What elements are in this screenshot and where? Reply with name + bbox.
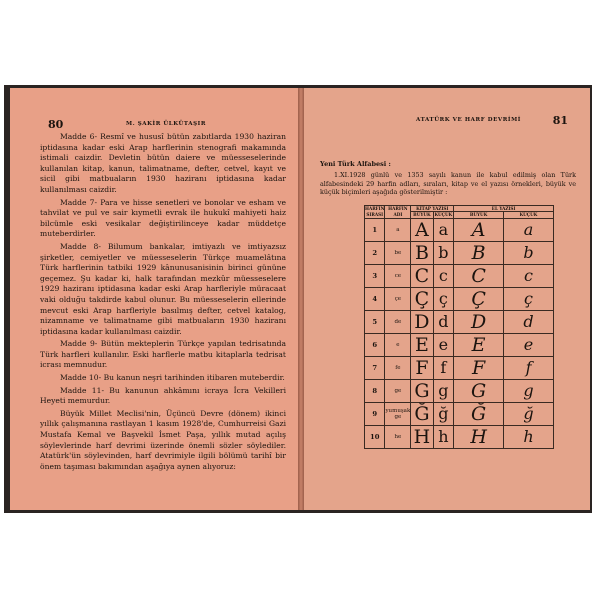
header-name: HARFİN ADI: [385, 205, 411, 218]
body-text: [40, 132, 286, 472]
letter-name: yumuşak ge: [385, 402, 411, 425]
paragraph: Madde 6- Resmî ve hususî bütün zabıtlarda 1930 haziran iptidasına kadar eski Arap harflerinin stenografi makamında istimali caizdir. Devletin bütün daiere ve müesseselerinde kullanılan kitap, kanun, talimatname, defter, cetvel, kayıt ve sicil gibi matbuaların 1930 haziranı iptidasına kadar kullanılması caizdir.: [40, 132, 286, 194]
letter-number: 2: [365, 241, 385, 264]
letter-number: 10: [365, 425, 385, 448]
letter-number: 4: [365, 287, 385, 310]
letter-number: 8: [365, 379, 385, 402]
paragraph: Madde 7- Para ve hisse senetleri ve bonolar ve esham ve tahvilat ve pul ve sair kıymetli evrak ile hukukî mahiyeti haiz bilcümle eski vesikalar değiştirilinceye kadar müddetçe muteberdirler.: [40, 197, 286, 239]
script-lowercase: a: [504, 218, 554, 241]
print-lowercase: e: [433, 333, 454, 356]
script-uppercase: Ç: [454, 287, 504, 310]
print-lowercase: d: [433, 310, 454, 333]
print-uppercase: A: [411, 218, 433, 241]
section-title: Yeni Türk Alfabesi :: [320, 160, 391, 168]
letter-number: 3: [365, 264, 385, 287]
print-lowercase: b: [433, 241, 454, 264]
table-row: [365, 402, 554, 425]
table-row: [365, 356, 554, 379]
script-uppercase: Ğ: [454, 402, 504, 425]
paragraph: Madde 10- Bu kanun neşri tarihinden itibaren muteberdir.: [60, 373, 285, 383]
script-uppercase: D: [454, 310, 504, 333]
intro-text: 1.XI.1928 günlü ve 1353 sayılı kanun ile kabul edilmiş olan Türk alfabesindeki 29 harfin adları, sıraları, kitap ve el yazısı örnekleri, büyük ve küçük biçimleri aşağıda gösterilmiştir :: [320, 171, 576, 197]
table-row: [365, 218, 554, 241]
script-uppercase: F: [454, 356, 504, 379]
print-lowercase: a: [433, 218, 454, 241]
paragraph: Madde 8- Bilumum bankalar, imtiyazlı ve imtiyazsız şirketler, cemiyetler ve müesseselerin Türkçe muamelâtına Türk harflerinin tatbiki 1929 kânunusanisinin birinci gününe geçemez. Şu kadar ki, halk tarafından mezkûr müesseselere 1929 haziranı iptidasına kadar eski Arap harfleriyle müracaat vaki olduğu takdirde kabul olunur. Bu müesseselerin ellerinde mevcut eski Arap harfleriyle basılmış defter, cetvel katalog, nizamname ve talimatname gibi matbuaların 1930 haziranı iptidasına kadar kullanılması caizdir.: [40, 241, 286, 336]
letter-number: 6: [365, 333, 385, 356]
paragraph: Büyük Millet Meclisi'nin, Üçüncü Devre (dönem) ikinci yıllık çalışmanına rastlayan 1 kasım 1928'de, Cumhurreisi Gazi Mustafa Kemal ve Başvekil İsmet Paşa, yıllık mutad açılış söylevlerinde harf devrimi üzerinde önemli sözler söylediler. Atatürk'ün söylevinden, harf devrimiyle ilgili bölümü tarihî bir önem taşıması bakımından aşağıya aynen alıyoruz:: [40, 408, 286, 471]
running-head: ATATÜRK VE HARF DEVRİMİ: [416, 117, 521, 123]
script-uppercase: E: [454, 333, 504, 356]
right-page: [304, 88, 590, 510]
print-uppercase: F: [411, 356, 433, 379]
header-number: HARFİN SIRASI: [365, 206, 385, 217]
page-number: 80: [48, 118, 64, 131]
header-lower: KÜÇÜK: [504, 212, 554, 219]
script-uppercase: G: [454, 379, 504, 402]
script-uppercase: A: [454, 218, 504, 241]
script-lowercase: b: [504, 241, 554, 264]
letter-number: 5: [365, 310, 385, 333]
letter-name: he: [385, 425, 411, 448]
script-lowercase: h: [504, 425, 554, 448]
header-book-script: KİTAP YAZISI: [411, 205, 454, 212]
table-row: [365, 287, 554, 310]
table-row: [365, 241, 554, 264]
left-page: [10, 88, 298, 510]
script-lowercase: ç: [504, 287, 554, 310]
print-lowercase: c: [433, 264, 454, 287]
print-uppercase: Ç: [411, 287, 433, 310]
script-uppercase: B: [454, 241, 504, 264]
letter-name: e: [385, 333, 411, 356]
header-handwriting: EL YAZISI: [454, 205, 554, 212]
script-lowercase: ğ: [504, 402, 554, 425]
letter-number: 7: [365, 356, 385, 379]
table-row: [365, 333, 554, 356]
letter-name: fe: [385, 356, 411, 379]
paragraph: Madde 11- Bu kanunun ahkâmını icraya İcra Vekilleri Heyeti memurdur.: [40, 385, 286, 406]
print-uppercase: G: [411, 379, 433, 402]
letter-name: çe: [385, 287, 411, 310]
letter-number: 1: [365, 218, 385, 241]
header-lower: KÜÇÜK: [434, 212, 453, 218]
alphabet-table: [364, 205, 554, 449]
header-upper: BÜYÜK: [454, 212, 504, 219]
print-uppercase: B: [411, 241, 433, 264]
print-uppercase: H: [411, 425, 433, 448]
script-lowercase: f: [504, 356, 554, 379]
print-uppercase: E: [411, 333, 433, 356]
letter-name: ce: [385, 264, 411, 287]
letter-name: be: [385, 241, 411, 264]
script-lowercase: d: [504, 310, 554, 333]
print-lowercase: h: [433, 425, 454, 448]
table-row: [365, 425, 554, 448]
book-spread: [4, 85, 592, 513]
table-row: [365, 310, 554, 333]
page-number: 81: [552, 114, 568, 127]
print-uppercase: D: [411, 310, 433, 333]
letter-name: a: [385, 218, 411, 241]
letter-name: de: [385, 310, 411, 333]
script-lowercase: c: [504, 264, 554, 287]
paragraph: Madde 9- Bütün mekteplerin Türkçe yapılan tedrisatında Türk harfleri kullanılır. Eski harflerle matbu kitaplarla tedrisat icrası memnudur.: [40, 339, 286, 370]
script-uppercase: H: [454, 425, 504, 448]
print-uppercase: Ğ: [411, 402, 433, 425]
print-lowercase: f: [433, 356, 454, 379]
print-uppercase: C: [411, 264, 433, 287]
script-uppercase: C: [454, 264, 504, 287]
script-lowercase: e: [504, 333, 554, 356]
table-row: [365, 264, 554, 287]
running-head: M. ŞAKİR ÜLKÜTAŞIR: [126, 121, 207, 127]
print-lowercase: ğ: [433, 402, 454, 425]
header-upper: BÜYÜK: [411, 212, 433, 219]
letter-number: 9: [365, 402, 385, 425]
script-lowercase: g: [504, 379, 554, 402]
letter-name: ge: [385, 379, 411, 402]
print-lowercase: g: [433, 379, 454, 402]
table-row: [365, 379, 554, 402]
print-lowercase: ç: [433, 287, 454, 310]
